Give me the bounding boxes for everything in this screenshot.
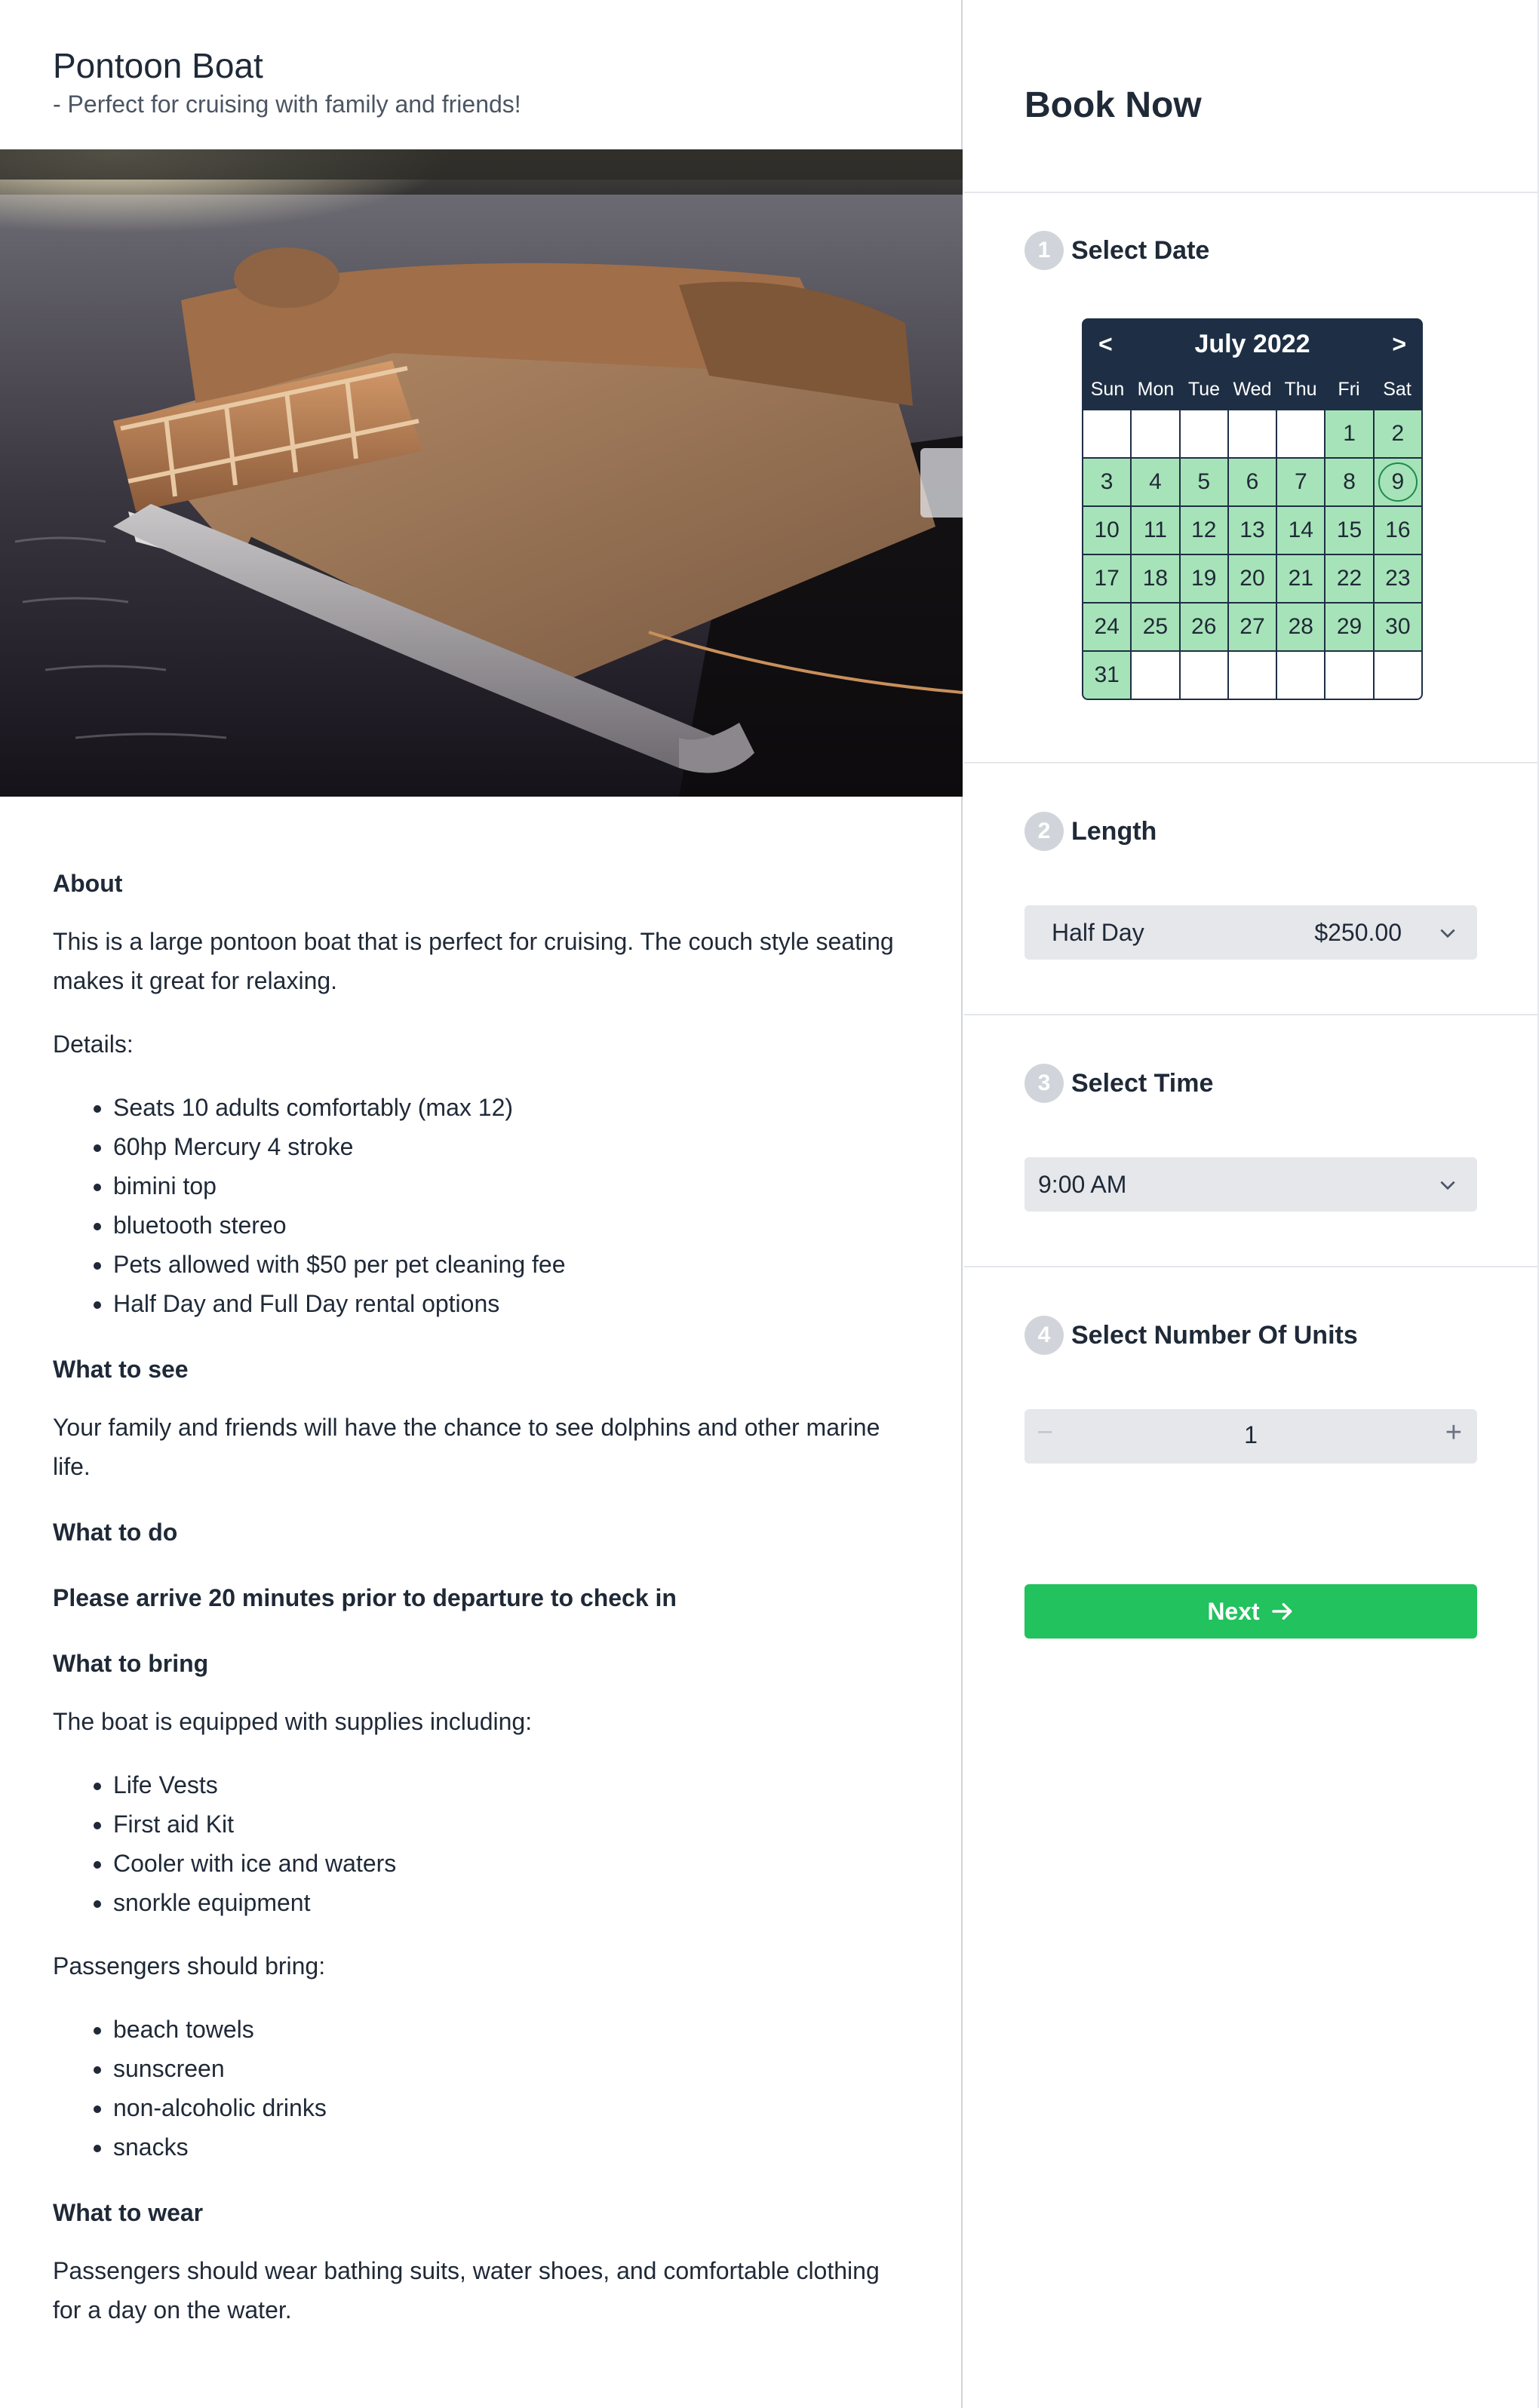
date-calendar — [1082, 318, 1423, 700]
calendar-day-20[interactable] — [1229, 555, 1276, 602]
weekday-label: Sat — [1383, 378, 1412, 400]
list-item: • snorkle equipment — [113, 1883, 913, 1922]
next-button-label: Next — [1207, 1597, 1260, 1625]
calendar-day-label: 26 — [1191, 614, 1217, 639]
length-select[interactable] — [1024, 905, 1477, 960]
calendar-day-26[interactable] — [1181, 604, 1227, 650]
details-list — [113, 1088, 913, 1323]
list-item: • Seats 10 adults comfortably (max 12) — [113, 1088, 913, 1127]
product-title: Pontoon Boat — [53, 46, 263, 85]
calendar-day-label: 31 — [1094, 662, 1120, 687]
calendar-day-label: 15 — [1336, 518, 1362, 542]
booking-title: Book Now — [1024, 85, 1202, 125]
step-number: 2 — [1024, 812, 1064, 851]
calendar-day-label: 13 — [1239, 518, 1265, 542]
calendar-day-label: 27 — [1239, 614, 1265, 639]
calendar-day-19[interactable] — [1181, 555, 1227, 602]
pontoon-boat-photo — [0, 149, 963, 797]
calendar-day-8[interactable] — [1326, 459, 1372, 505]
calendar-header — [1083, 320, 1421, 368]
calendar-day-label: 24 — [1094, 614, 1120, 639]
calendar-day-label: 8 — [1343, 469, 1356, 494]
calendar-day-label: 17 — [1094, 566, 1120, 591]
calendar-day-3[interactable] — [1083, 459, 1130, 505]
product-description — [53, 866, 913, 2354]
do-text: Please arrive 20 minutes prior to departure to check in — [53, 1584, 677, 1611]
weekday-label: Tue — [1187, 378, 1221, 400]
booking-panel — [964, 0, 1539, 2408]
passengers-label: Passengers should bring: — [53, 1952, 326, 1980]
calendar-day-30[interactable] — [1375, 604, 1421, 650]
calendar-day-23[interactable] — [1375, 555, 1421, 602]
calendar-day-12[interactable] — [1181, 507, 1227, 554]
calendar-day-2[interactable] — [1375, 410, 1421, 457]
calendar-day-27[interactable] — [1229, 604, 1276, 650]
calendar-day-15[interactable] — [1326, 507, 1372, 554]
calendar-empty-cell — [1181, 652, 1227, 699]
step-label: Select Date — [1071, 235, 1210, 265]
product-image — [0, 149, 963, 797]
calendar-day-label: 5 — [1197, 469, 1211, 494]
about-intro: This is a large pontoon boat that is perfect for cruising. The couch style seating makes it great for relaxing. — [53, 928, 894, 994]
list-item: • First aid Kit — [113, 1804, 913, 1844]
calendar-empty-cell — [1229, 410, 1276, 457]
calendar-empty-cell — [1132, 652, 1178, 699]
bring-intro: The boat is equipped with supplies including: — [53, 1708, 533, 1735]
calendar-day-label: 4 — [1149, 469, 1162, 494]
list-item: • snacks — [113, 2127, 913, 2167]
calendar-day-16[interactable] — [1375, 507, 1421, 554]
step-number: 1 — [1024, 231, 1064, 270]
calendar-day-29[interactable] — [1326, 604, 1372, 650]
calendar-day-label: 3 — [1100, 469, 1114, 494]
weekday-label: Wed — [1233, 378, 1272, 400]
calendar-day-label: 7 — [1294, 469, 1307, 494]
divider — [964, 192, 1537, 193]
list-item: • Half Day and Full Day rental options — [113, 1284, 913, 1323]
calendar-day-17[interactable] — [1083, 555, 1130, 602]
supplies-list — [113, 1765, 913, 1922]
list-item: • Cooler with ice and waters — [113, 1844, 913, 1883]
chevron-down-icon — [1438, 1175, 1458, 1195]
length-option-price: $250.00 — [1314, 918, 1402, 946]
details-label: Details: — [53, 1030, 134, 1058]
units-stepper — [1024, 1409, 1477, 1464]
calendar-day-14[interactable] — [1277, 507, 1324, 554]
calendar-empty-cell — [1375, 652, 1421, 699]
calendar-day-25[interactable] — [1132, 604, 1178, 650]
calendar-empty-cell — [1181, 410, 1227, 457]
next-button[interactable] — [1024, 1584, 1477, 1639]
weekday-label: Fri — [1338, 378, 1360, 400]
calendar-day-1[interactable] — [1326, 410, 1372, 457]
calendar-day-label: 25 — [1142, 614, 1169, 639]
time-select[interactable] — [1024, 1157, 1477, 1212]
list-item: • Life Vests — [113, 1765, 913, 1804]
calendar-day-11[interactable] — [1132, 507, 1178, 554]
wear-text: Passengers should wear bathing suits, water shoes, and comfortable clothing for a day on the water. — [53, 2257, 880, 2324]
see-text: Your family and friends will have the chance to see dolphins and other marine life. — [53, 1414, 880, 1480]
calendar-day-24[interactable] — [1083, 604, 1130, 650]
calendar-day-label: 16 — [1385, 518, 1411, 542]
list-item: • beach towels — [113, 2010, 913, 2049]
chevron-down-icon — [1438, 923, 1458, 943]
calendar-day-label: 22 — [1336, 566, 1362, 591]
calendar-day-label: 2 — [1391, 421, 1405, 446]
calendar-empty-cell — [1326, 652, 1372, 699]
image-next-button[interactable] — [920, 448, 963, 518]
step-length — [1024, 812, 1157, 851]
calendar-day-label: 12 — [1191, 518, 1217, 542]
increment-button[interactable]: + — [1445, 1417, 1462, 1448]
list-item: • bluetooth stereo — [113, 1206, 913, 1245]
divider — [964, 762, 1537, 763]
step-label: Select Number Of Units — [1071, 1320, 1358, 1350]
calendar-day-label: 23 — [1385, 566, 1411, 591]
calendar-day-label: 10 — [1094, 518, 1120, 542]
step-label: Length — [1071, 816, 1157, 846]
units-value[interactable]: 1 — [1244, 1421, 1258, 1448]
arrow-right-icon — [1270, 1599, 1295, 1623]
step-number-of-units — [1024, 1316, 1358, 1355]
time-value: 9:00 AM — [1038, 1170, 1127, 1198]
calendar-day-28[interactable] — [1277, 604, 1324, 650]
calendar-day-label: 21 — [1288, 566, 1313, 591]
calendar-day-label: 18 — [1142, 566, 1169, 591]
weekday-label: Sun — [1090, 378, 1125, 400]
calendar-day-6[interactable] — [1229, 459, 1276, 505]
step-number: 3 — [1024, 1064, 1064, 1103]
calendar-next-button[interactable]: > — [1392, 330, 1406, 358]
calendar-weekdays — [1083, 368, 1421, 410]
calendar-grid — [1083, 410, 1421, 699]
calendar-day-31[interactable] — [1083, 652, 1130, 699]
step-label: Select Time — [1071, 1068, 1214, 1098]
divider — [964, 1014, 1537, 1015]
calendar-day-label: 11 — [1143, 518, 1167, 542]
calendar-empty-cell — [1083, 410, 1130, 457]
calendar-day-10[interactable] — [1083, 507, 1130, 554]
calendar-empty-cell — [1277, 410, 1324, 457]
wear-heading: What to wear — [53, 2199, 204, 2226]
list-item: • sunscreen — [113, 2049, 913, 2088]
list-item: • 60hp Mercury 4 stroke — [113, 1127, 913, 1166]
calendar-prev-button[interactable]: < — [1098, 330, 1113, 358]
calendar-day-5[interactable] — [1181, 459, 1227, 505]
calendar-day-4[interactable] — [1132, 459, 1178, 505]
do-heading: What to do — [53, 1519, 178, 1546]
calendar-day-22[interactable] — [1326, 555, 1372, 602]
calendar-empty-cell — [1132, 410, 1178, 457]
calendar-day-label: 30 — [1385, 614, 1411, 639]
step-number: 4 — [1024, 1316, 1064, 1355]
calendar-day-label: 19 — [1191, 566, 1217, 591]
calendar-day-label: 20 — [1239, 566, 1265, 591]
decrement-button[interactable]: − — [1037, 1417, 1054, 1448]
calendar-day-9[interactable] — [1375, 459, 1421, 505]
list-item: • bimini top — [113, 1166, 913, 1206]
step-select-time — [1024, 1064, 1213, 1103]
divider — [964, 1266, 1537, 1267]
calendar-day-label: 9 — [1378, 462, 1418, 502]
see-heading: What to see — [53, 1356, 189, 1383]
calendar-empty-cell — [1229, 652, 1276, 699]
calendar-day-13[interactable] — [1229, 507, 1276, 554]
calendar-day-7[interactable] — [1277, 459, 1324, 505]
calendar-day-18[interactable] — [1132, 555, 1178, 602]
passengers-list — [113, 2010, 913, 2167]
about-heading: About — [53, 870, 123, 897]
calendar-day-label: 14 — [1288, 518, 1313, 542]
calendar-day-label: 1 — [1343, 421, 1356, 446]
step-select-date — [1024, 231, 1209, 270]
calendar-day-21[interactable] — [1277, 555, 1324, 602]
calendar-empty-cell — [1277, 652, 1324, 699]
calendar-day-label: 6 — [1246, 469, 1259, 494]
bring-heading: What to bring — [53, 1650, 209, 1677]
weekday-label: Thu — [1284, 378, 1317, 400]
list-item: • Pets allowed with $50 per pet cleaning fee — [113, 1245, 913, 1284]
weekday-label: Mon — [1137, 378, 1175, 400]
calendar-day-label: 29 — [1336, 614, 1362, 639]
length-option-label: Half Day — [1052, 918, 1144, 946]
product-subtitle: - Perfect for cruising with family and friends! — [53, 91, 521, 118]
list-item: • non-alcoholic drinks — [113, 2088, 913, 2127]
calendar-month-label: July 2022 — [1194, 329, 1310, 358]
calendar-day-label: 28 — [1288, 614, 1313, 639]
